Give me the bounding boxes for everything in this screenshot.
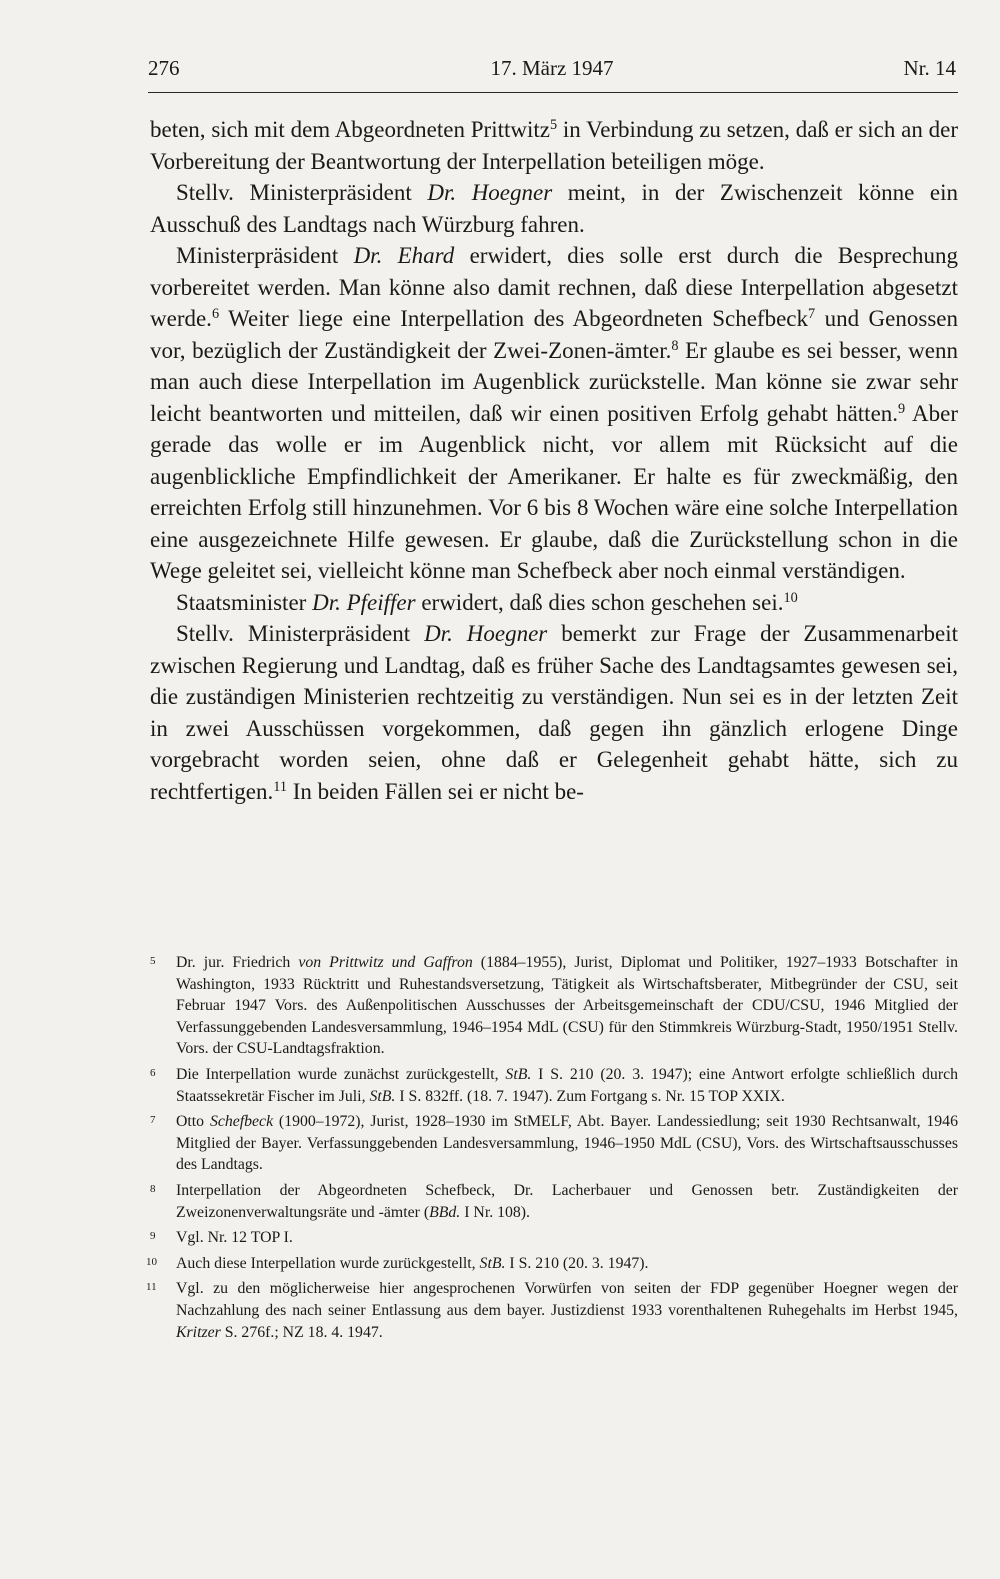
footnote-8: 8 Interpellation der Abgeordneten Schefbeck, Dr. Lacherbauer und Genossen betr. Zuständigkeiten der Zweizonenverwaltungsräte und -ämter (BBd. I Nr. 108).	[150, 1180, 958, 1223]
footnote-ref-6: 6	[211, 306, 220, 323]
header-date: 17. März 1947	[490, 56, 614, 80]
footnote-ref-8: 8	[671, 337, 679, 354]
speaker-name: Pfeiffer	[340, 589, 416, 615]
paragraph-2: Stellv. Ministerpräsident Dr. Hoegner meint, in der Zwischenzeit könne ein Ausschuß des Landtags nach Würzburg fahren.	[150, 180, 958, 237]
speaker-name: Ehard	[382, 243, 455, 268]
footnote-number: 7	[150, 1114, 156, 1127]
footnote-9: 9 Vgl. Nr. 12 TOP I.	[150, 1227, 958, 1249]
paragraph-5: Stellv. Ministerpräsident Dr. Hoegner bemerkt zur Frage der Zusammenarbeit zwischen Regierung und Landtag, daß es früher Sache des Landtagsamtes gewesen sei, die zuständigen Ministerien rechtzeitig zu verständigen. Nun sei es in der letzten Zeit in zwei Ausschüssen vorgekommen, daß gegen ihn gänzlich erlogene Dinge vorgebracht worden seien, ohne daß er Gelegenheit gehabt hätte, sich zu rechtfertigen.$^{11}$ In beiden Fällen sei er nicht be-	[150, 621, 958, 804]
footnote-ref-10: 10	[783, 589, 798, 606]
speaker-name: Hoegner	[456, 180, 553, 205]
footnote-5: 5 Dr. jur. Friedrich von Prittwitz und Gaffron (1884–1955), Jurist, Diplomat und Politiker, 1927–1933 Botschafter in Washington, 1933 Rücktritt und Ruhestandsversetzung, Tätigkeit als Wirtschaftsberater, Mitbegründer der CSU, seit Februar 1947 Vors. des Außenpolitischen Ausschusses der Arbeitsgemeinschaft der CDU/CSU, 1946 Mitglied der Verfassunggebenden Landesversammlung, 1946–1954 MdL (CSU) für den Stimmkreis Würzburg-Stadt, 1950/1951 Stellv. Vors. der CSU-Landtagsfraktion.	[150, 952, 958, 1060]
footnote-number: 11	[146, 1281, 157, 1294]
footnote-number: 9	[150, 1230, 156, 1243]
paragraph-1: beten, sich mit dem Abgeordneten Prittwitz$^5$ in Verbindung zu setzen, daß er sich an der Vorbereitung der Beantwortung der Interpellation beteiligen möge.	[150, 117, 958, 174]
footnote-ref-9: 9	[898, 400, 906, 417]
paragraph-3: Ministerpräsident Dr. Ehard erwidert, dies solle erst durch die Besprechung vorbereitet werden. Man könne also damit rechnen, daß diese Interpellation abgesetzt werde.$^6$ Weiter liege eine Interpellation des Abgeordneten Schefbeck$^7$ und Genossen vor, bezüglich der Zuständigkeit der Zwei-Zonen-ämter.$^8$ Er glaube es sei besser, wenn man auch diese Interpellation im Augenblick zurückstelle. Man könne sie zwar sehr leicht beantworten und mitteilen, daß wir einen positiven Erfolg gehabt hätten.$^9$ Aber gerade das wolle er im Augenblick nicht, vor allem mit Rücksicht auf die augenblickliche Empfindlichkeit der Amerikaner. Er halte es für zweckmäßig, den erreichten Erfolg still hinzunehmen. Vor 6 bis 8 Wochen wäre eine solche Interpellation eine ausgezeichnete Hilfe gewesen. Er glaube, daß die Zurückstellung schon in die Wege geleitet sei, vielleicht könne man Schefbeck aber noch einmal verständigen.	[150, 243, 958, 583]
footnote-ref-5: 5	[549, 117, 558, 134]
footnote-number: 8	[150, 1182, 156, 1195]
footnote-10: 10 Auch diese Interpellation wurde zurückgestellt, StB. I S. 210 (20. 3. 1947).	[150, 1253, 958, 1275]
header-rule	[148, 92, 958, 93]
footnote-number: 5	[150, 955, 156, 967]
footnote-ref-7: 7	[808, 306, 816, 323]
running-head	[148, 56, 956, 88]
footnote-11: 11 Vgl. zu den möglicherweise hier angesprochenen Vorwürfen von seiten der FDP gegenüber Hoegner wegen der Nachzahlung des nach seiner Entlassung aus dem bayer. Justizdienst 1933 vorenthaltenen Ruhegehalts im Herbst 1945, Kritzer S. 276f.; NZ 18. 4. 1947.	[150, 1278, 958, 1343]
paragraph-4: Staatsminister Dr. Pfeiffer erwidert, daß dies schon geschehen sei.$^{10}$	[176, 589, 798, 615]
footnote-number: 10	[146, 1255, 157, 1268]
footnotes	[146, 952, 958, 1347]
main-text	[150, 114, 958, 807]
footnote-number: 6	[150, 1066, 156, 1079]
speaker-name: Hoegner	[452, 621, 548, 646]
footnote-ref-11: 11	[273, 778, 287, 795]
document-number: Nr. 14	[903, 56, 956, 80]
page-number: 276	[148, 56, 180, 80]
footnote-7: 7 Otto Schefbeck (1900–1972), Jurist, 1928–1930 im StMELF, Abt. Bayer. Landessiedlung; seit 1930 Rechtsanwalt, 1946 Mitglied der Bayer. Verfassunggebenden Landesversammlung, 1946–1950 MdL (CSU), Vors. des Wirtschaftsausschusses des Landtags.	[150, 1111, 958, 1176]
footnote-6: 6 Die Interpellation wurde zunächst zurückgestellt, StB. I S. 210 (20. 3. 1947); eine Antwort erfolgte schließlich durch Staatssekretär Fischer im Juli, StB. I S. 832ff. (18. 7. 1947). Zum Fortgang s. Nr. 15 TOP XXIX.	[150, 1064, 958, 1107]
